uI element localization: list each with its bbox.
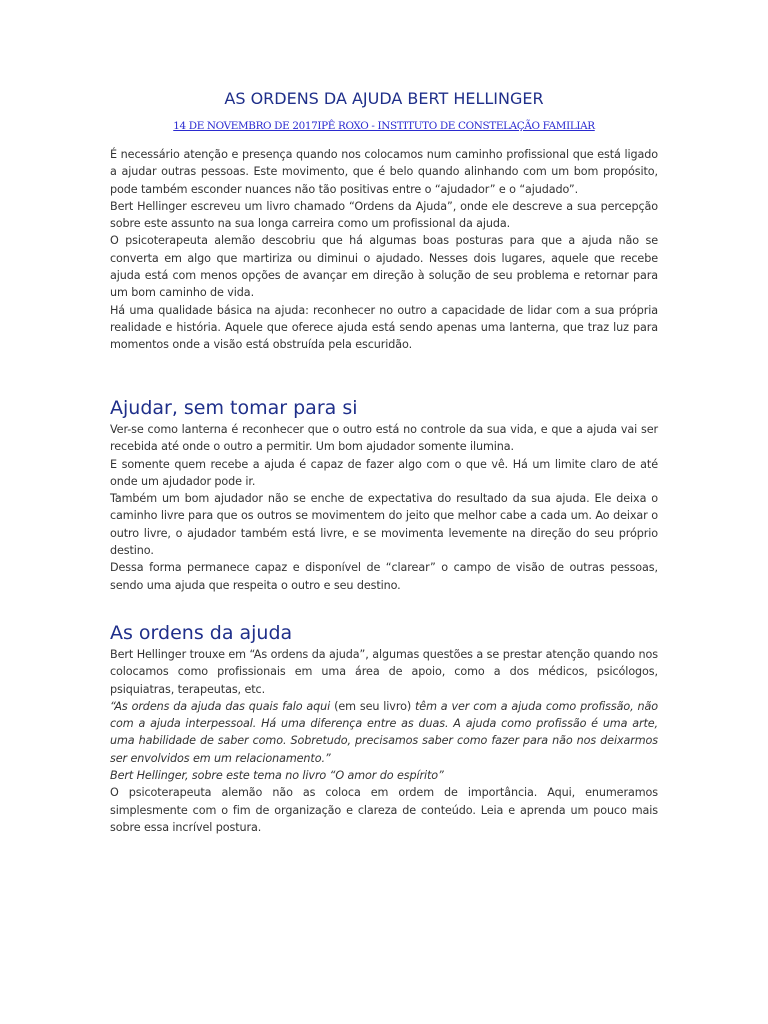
intro-paragraph-4: Há uma qualidade básica na ajuda: reconhecer no outro a capacidade de lidar com a sua própria realidade e história. Aquele que oferece ajuda está sendo apenas uma lanterna, que traz luz para momentos onde a visão está obstruída pela escuridão. <box>110 303 658 352</box>
section1-paragraph-2: E somente quem recebe a ajuda é capaz de fazer algo com o que vê. Há um limite claro de até onde um ajudador pode ir. <box>110 457 658 488</box>
quote-part-b: (em seu livro) <box>330 699 416 713</box>
intro-section <box>110 146 658 354</box>
intro-paragraph-2: Bert Hellinger escreveu um livro chamado “Ordens da Ajuda”, onde ele descreve a sua percepção sobre este assunto na sua longa carreira como um profissional da ajuda. <box>110 199 658 231</box>
quote-paragraph <box>110 698 658 767</box>
section2-paragraph-2: O psicoterapeuta alemão não as coloca em ordem de importância. Aqui, enumeramos simplesmente com o fim de organização e clareza de conteúdo. Leia e aprenda um pouco mais sobre essa incrível postura. <box>110 786 658 834</box>
section-ajudar <box>110 421 658 594</box>
subtitle-link[interactable]: 14 DE NOVEMBRO DE 2017IPÊ ROXO - INSTITUTO DE CONSTELAÇÃO FAMILIAR <box>173 120 595 132</box>
section-heading-ajudar: Ajudar, sem tomar para si <box>110 397 358 419</box>
quote-part-c: têm a ver com a ajuda como profissão, não com a ajuda interpessoal. Há uma diferença entre as duas. A ajuda como profissão é uma arte, uma habilidade de saber como. Sobretudo, precisamos saber como fazer para não nos deixarmos ser envolvidos em um relacionamento.” <box>110 699 658 765</box>
intro-paragraph-1: É necessário atenção e presença quando nos colocamos num caminho profissional que está ligado a ajudar outras pessoas. Este movimento, que é belo quando alinhando com um bom propósito, pode também esconder nuances não tão positivas entre o “ajudador” e o “ajudado”. <box>110 148 658 196</box>
section1-paragraph-3: Também um bom ajudador não se enche de expectativa do resultado da sua ajuda. Ele deixa o caminho livre para que os outros se movimentem do jeito que melhor cabe a cada um. Ao deixar o outro livre, o ajudador também está livre, e se movimenta levemente na direção do seu próprio destino. <box>110 492 658 558</box>
section1-paragraph-1: Ver-se como lanterna é reconhecer que o outro está no controle da sua vida, e que a ajuda vai ser recebida até onde o outro a permitir. Um bom ajudador somente ilumina. <box>110 423 658 454</box>
quote-attribution: Bert Hellinger, sobre este tema no livro “O amor do espírito” <box>110 769 444 783</box>
section2-paragraph-1: Bert Hellinger trouxe em “As ordens da ajuda”, algumas questões a se prestar atenção quando nos colocamos como profissionais em uma área de apoio, como a dos médicos, psicólogos, psiquiatras, terapeutas, etc. <box>110 648 658 696</box>
section-heading-ordens: As ordens da ajuda <box>110 622 293 644</box>
intro-paragraph-3: O psicoterapeuta alemão descobriu que há algumas boas posturas para que a ajuda não se converta em algo que martiriza ou diminui o ajudado. Nesses dois lugares, aquele que recebe ajuda está com menos opções de avançar em direção à solução de seu problema e retornar para um bom caminho de vida. <box>110 234 658 300</box>
quote-part-a: “As ordens da ajuda das quais falo aqui <box>110 699 331 713</box>
section1-paragraph-4: Dessa forma permanece capaz e disponível de “clarear” o campo de visão de outras pessoas, sendo uma ajuda que respeita o outro e seu destino. <box>110 561 658 592</box>
section-ordens <box>110 646 658 836</box>
page-title: AS ORDENS DA AJUDA BERT HELLINGER <box>224 89 544 108</box>
